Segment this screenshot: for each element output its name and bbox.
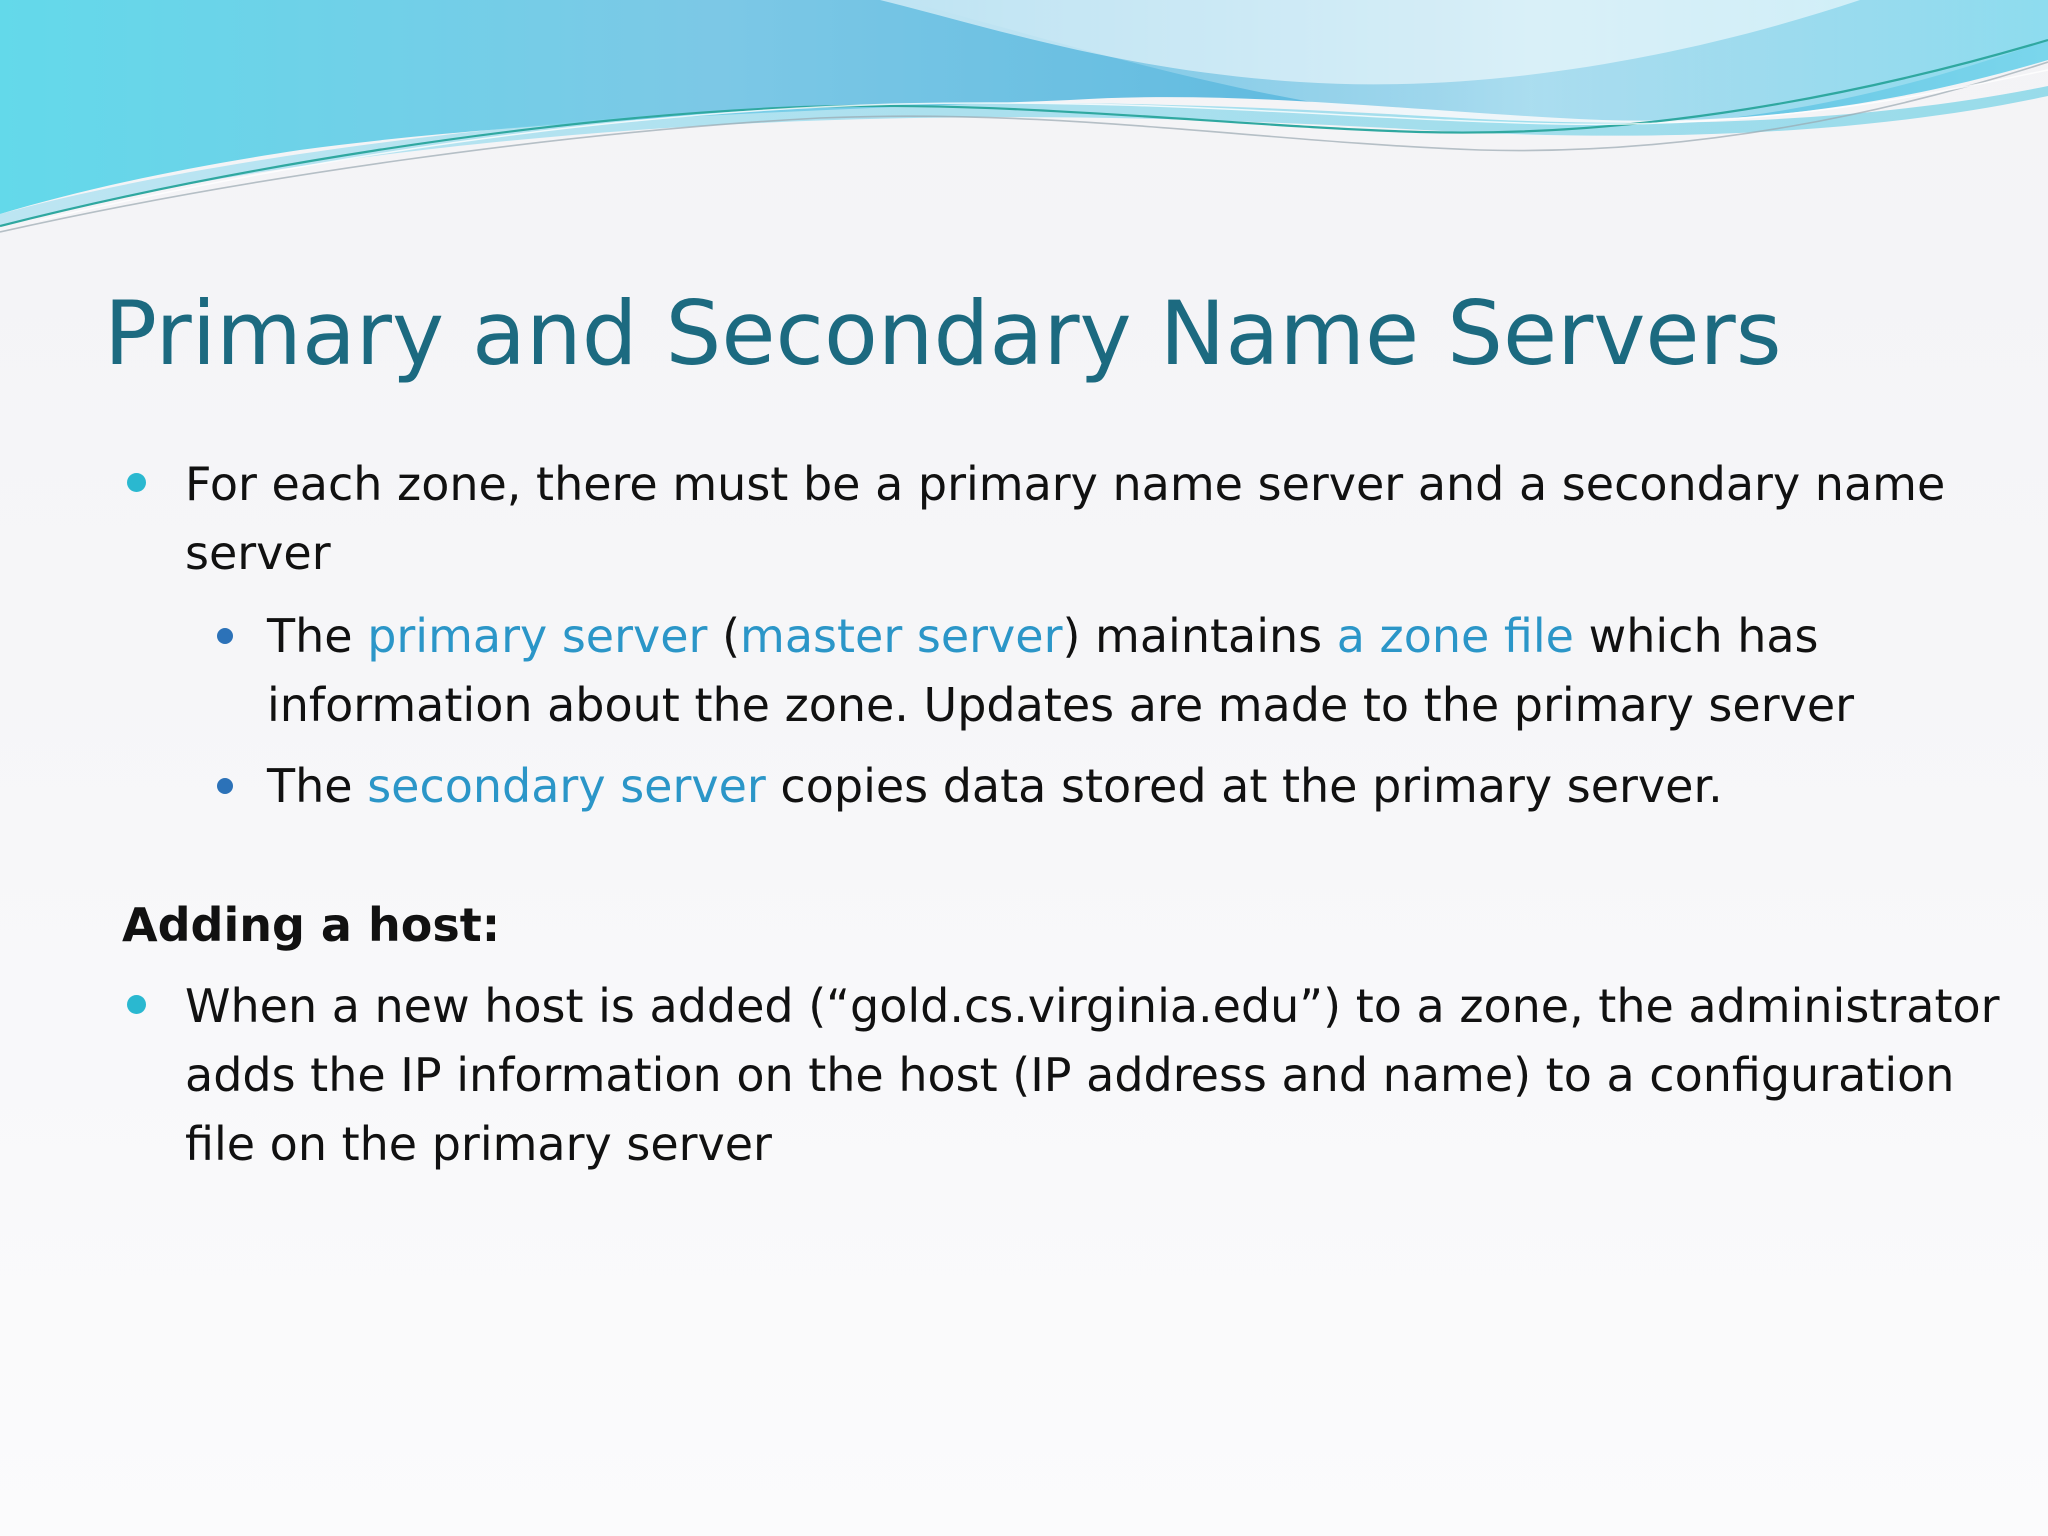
sub-bullet-dot-icon (217, 628, 233, 644)
text-segment: The (267, 609, 368, 663)
slide-title: Primary and Secondary Name Servers (104, 282, 1782, 385)
header-wave-decoration (0, 0, 2048, 240)
highlight-secondary-server: secondary server (367, 759, 766, 813)
sub-bullet-text (267, 602, 2002, 740)
text-segment: ) maintains (1062, 609, 1337, 663)
bullet-text: For each zone, there must be a primary name server and a secondary name server (185, 457, 1946, 580)
bullet-dot-icon (127, 473, 146, 492)
bullet-text: When a new host is added (“gold.cs.virginia.edu”) to a zone, the administrator adds the IP information on the host (IP address and name) to a configuration file on the primary server (185, 979, 2000, 1171)
highlight-primary-server: primary server (367, 609, 708, 663)
slide-content (122, 450, 2002, 1179)
section-heading-adding-host: Adding a host: (122, 898, 501, 952)
highlight-zone-file: a zone file (1336, 609, 1574, 663)
highlight-master-server: master server (740, 609, 1063, 663)
bullet-zone-servers (122, 450, 2002, 588)
bullet-adding-host (122, 972, 2002, 1179)
sub-bullet-dot-icon (217, 778, 233, 794)
sub-bullet-primary-server (122, 602, 2002, 740)
text-segment: which has information about the zone. Updates are made to the primary server (267, 609, 1855, 732)
sub-bullet-text (267, 752, 2002, 821)
text-segment: copies data stored at the primary server. (765, 759, 1723, 813)
bullet-dot-icon (127, 995, 146, 1014)
sub-bullet-secondary-server (122, 752, 2002, 821)
text-segment: ( (707, 609, 741, 663)
text-segment: The (267, 759, 368, 813)
